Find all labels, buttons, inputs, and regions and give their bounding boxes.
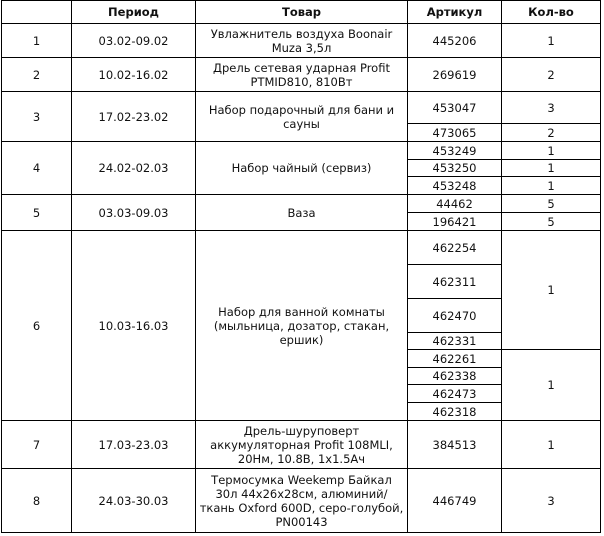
period-cell: 03.03-09.03 bbox=[72, 195, 196, 231]
row-number: 2 bbox=[2, 58, 72, 92]
article-cell: 462311 bbox=[408, 265, 502, 299]
qty-cell: 5 bbox=[502, 213, 601, 231]
product-cell: Дрель сетевая ударная Profit PTMID810, 810Вт bbox=[196, 58, 408, 92]
article-cell: 453047 bbox=[408, 92, 502, 124]
qty-cell: 1 bbox=[502, 177, 601, 195]
table-row bbox=[2, 469, 601, 533]
product-cell: Увлажнитель воздуха Boonair Muza 3,5л bbox=[196, 24, 408, 58]
product-cell: Набор подарочный для бани и сауны bbox=[196, 92, 408, 142]
product-cell: Ваза bbox=[196, 195, 408, 231]
qty-cell: 2 bbox=[502, 58, 601, 92]
article-cell: 462338 bbox=[408, 368, 502, 385]
qty-cell: 3 bbox=[502, 92, 601, 124]
article-cell: 44462 bbox=[408, 195, 502, 213]
period-cell: 03.02-09.02 bbox=[72, 24, 196, 58]
period-cell: 10.03-16.03 bbox=[72, 231, 196, 421]
period-cell: 17.02-23.02 bbox=[72, 92, 196, 142]
qty-cell: 2 bbox=[502, 124, 601, 142]
article-cell: 462470 bbox=[408, 299, 502, 333]
period-cell: 10.02-16.02 bbox=[72, 58, 196, 92]
header-qty: Кол-во bbox=[502, 1, 601, 24]
qty-cell: 3 bbox=[502, 469, 601, 533]
table-row bbox=[2, 421, 601, 469]
period-cell: 17.03-23.03 bbox=[72, 421, 196, 469]
row-number: 7 bbox=[2, 421, 72, 469]
article-cell: 462254 bbox=[408, 231, 502, 265]
header-product: Товар bbox=[196, 1, 408, 24]
header-row bbox=[2, 1, 601, 24]
article-cell: 445206 bbox=[408, 24, 502, 58]
qty-cell: 1 bbox=[502, 231, 601, 350]
table-row bbox=[2, 231, 601, 265]
prize-schedule-table bbox=[1, 0, 601, 533]
product-cell: Дрель-шуруповерт аккумуляторная Profit 108MLI, 20Нм, 10.8В, 1х1.5Ач bbox=[196, 421, 408, 469]
row-number: 3 bbox=[2, 92, 72, 142]
header-article: Артикул bbox=[408, 1, 502, 24]
article-cell: 462331 bbox=[408, 333, 502, 350]
article-cell: 462318 bbox=[408, 403, 502, 421]
header-period: Период bbox=[72, 1, 196, 24]
qty-cell: 1 bbox=[502, 24, 601, 58]
row-number: 5 bbox=[2, 195, 72, 231]
row-number: 1 bbox=[2, 24, 72, 58]
article-cell: 453250 bbox=[408, 160, 502, 177]
article-cell: 462261 bbox=[408, 350, 502, 368]
article-cell: 453249 bbox=[408, 142, 502, 160]
product-cell: Набор чайный (сервиз) bbox=[196, 142, 408, 195]
row-number: 6 bbox=[2, 231, 72, 421]
table-row bbox=[2, 24, 601, 58]
period-cell: 24.02-02.03 bbox=[72, 142, 196, 195]
table-row bbox=[2, 195, 601, 213]
qty-cell: 1 bbox=[502, 160, 601, 177]
article-cell: 446749 bbox=[408, 469, 502, 533]
header-num bbox=[2, 1, 72, 24]
product-cell: Набор для ванной комнаты (мыльница, дозатор, стакан, ершик) bbox=[196, 231, 408, 421]
row-number: 4 bbox=[2, 142, 72, 195]
period-cell: 24.03-30.03 bbox=[72, 469, 196, 533]
article-cell: 269619 bbox=[408, 58, 502, 92]
qty-cell: 1 bbox=[502, 142, 601, 160]
qty-cell: 1 bbox=[502, 350, 601, 421]
table-row bbox=[2, 142, 601, 160]
article-cell: 473065 bbox=[408, 124, 502, 142]
article-cell: 462473 bbox=[408, 385, 502, 403]
article-cell: 384513 bbox=[408, 421, 502, 469]
qty-cell: 5 bbox=[502, 195, 601, 213]
row-number: 8 bbox=[2, 469, 72, 533]
table-row bbox=[2, 92, 601, 124]
article-cell: 196421 bbox=[408, 213, 502, 231]
qty-cell: 1 bbox=[502, 421, 601, 469]
table-row bbox=[2, 58, 601, 92]
article-cell: 453248 bbox=[408, 177, 502, 195]
product-cell: Термосумка Weekemp Байкал 30л 44х26х28см, алюминий/ткань Oxford 600D, серо-голубой, PN00143 bbox=[196, 469, 408, 533]
